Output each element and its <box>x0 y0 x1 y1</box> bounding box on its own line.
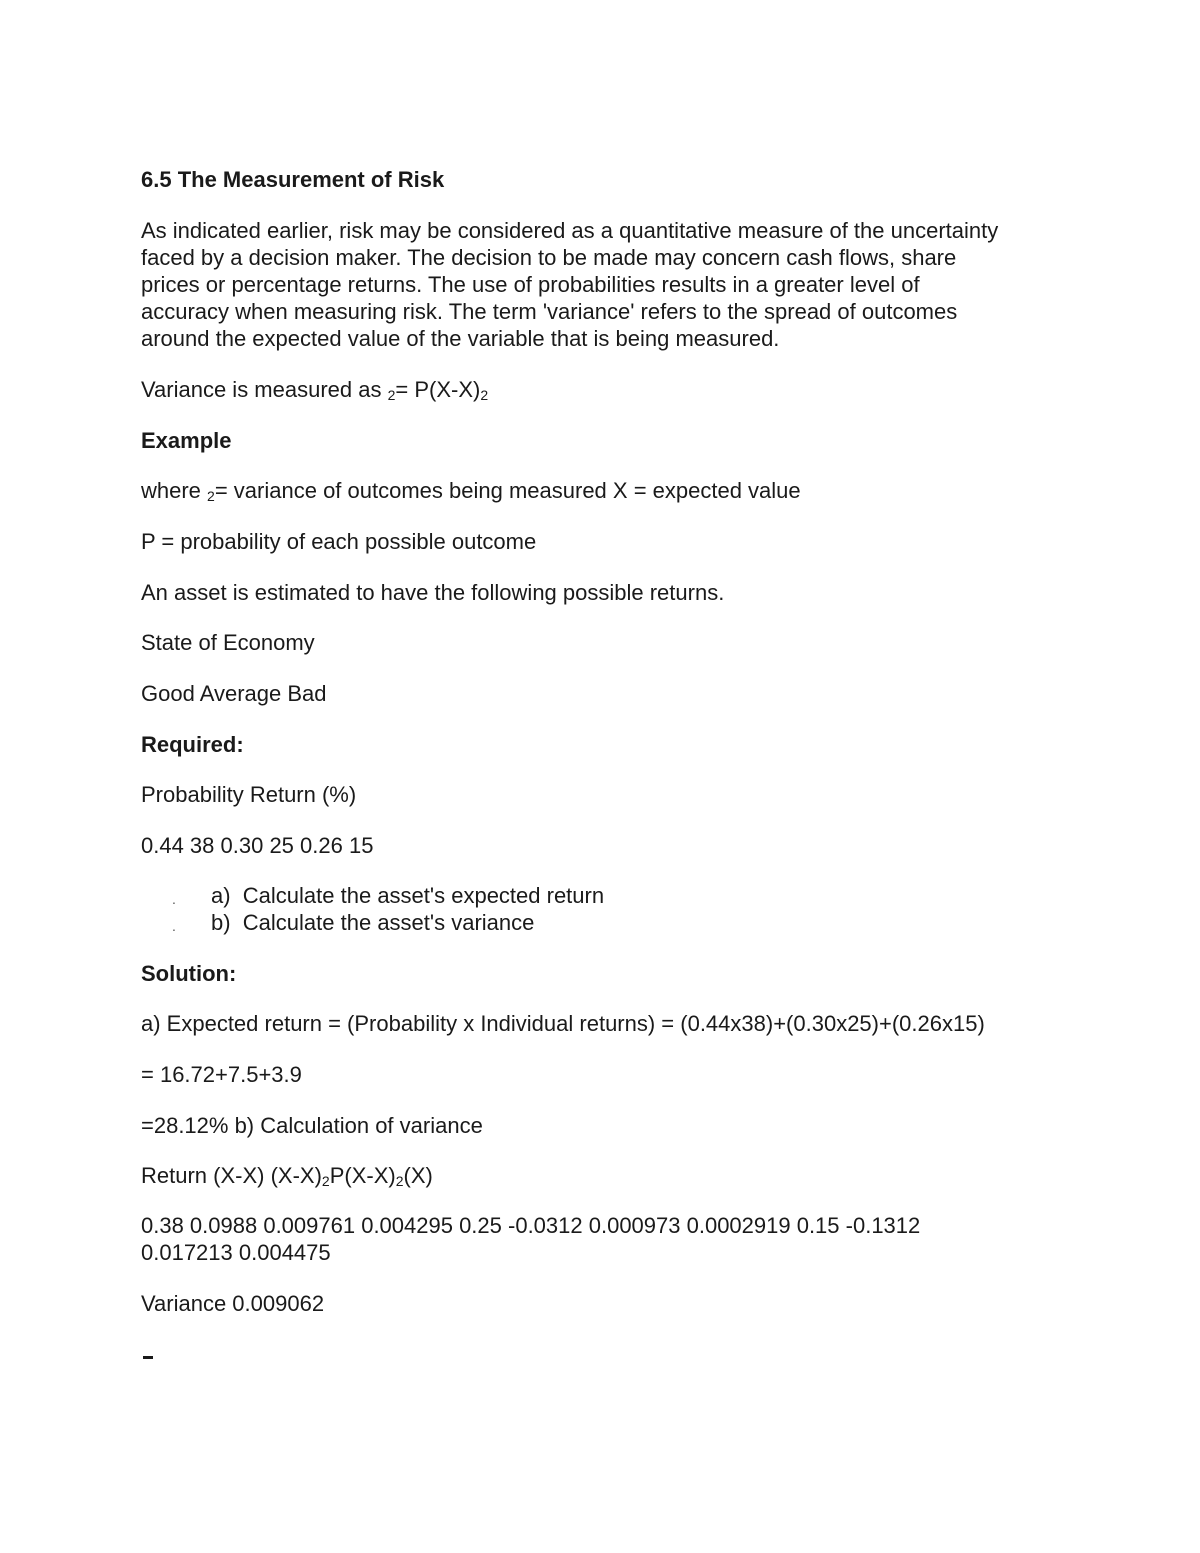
header-part: P(X-X) <box>329 1163 396 1188</box>
question-label: a) <box>211 883 231 908</box>
where-definition <box>141 477 801 507</box>
intro-paragraph <box>141 217 1071 352</box>
formula-subscript: 2 <box>480 387 489 403</box>
intro-line: accuracy when measuring risk. The term 'variance' refers to the spread of outcomes <box>141 299 958 324</box>
where-prefix: where <box>141 478 208 503</box>
question-label: b) <box>211 910 231 935</box>
values-line: 0.38 0.0988 0.009761 0.004295 0.25 -0.0312 0.000973 0.0002919 0.15 -0.1312 <box>141 1213 921 1238</box>
sum-line: = 16.72+7.5+3.9 <box>141 1062 302 1087</box>
intro-line: faced by a decision maker. The decision to be made may concern cash flows, share <box>141 245 957 270</box>
expected-return-line: a) Expected return = (Probability x Individual returns) = (0.44x38)+(0.30x25)+(0.26x15) <box>141 1011 985 1036</box>
question-text <box>211 882 604 909</box>
list-marker: . <box>172 891 176 907</box>
variance-table-header <box>141 1162 433 1192</box>
probability-definition: P = probability of each possible outcome <box>141 529 537 554</box>
formula-prefix: Variance is measured as <box>141 377 388 402</box>
where-subscript: 2 <box>207 488 215 504</box>
intro-line: prices or percentage returns. The use of probabilities results in a greater level of <box>141 272 920 297</box>
probability-values: 0.44 38 0.30 25 0.26 15 <box>141 833 374 858</box>
intro-line: As indicated earlier, risk may be considered as a quantitative measure of the uncertainty <box>141 218 999 243</box>
trailing-dash <box>143 1356 153 1359</box>
state-of-economy-label: State of Economy <box>141 630 315 655</box>
asset-statement: An asset is estimated to have the following possible returns. <box>141 580 725 605</box>
question-text <box>211 909 534 936</box>
section-heading: 6.5 The Measurement of Risk <box>141 167 445 192</box>
variance-table-values <box>141 1212 1071 1266</box>
formula-subscript: 2 <box>387 387 396 403</box>
formula-body: = P(X-X) <box>395 377 481 402</box>
question-body: Calculate the asset's variance <box>242 910 535 935</box>
header-subscript: 2 <box>321 1173 330 1189</box>
where-rest: = variance of outcomes being measured X = expected value <box>214 478 801 503</box>
question-body: Calculate the asset's expected return <box>242 883 605 908</box>
values-line: 0.017213 0.004475 <box>141 1240 331 1265</box>
solution-heading: Solution: <box>141 961 237 986</box>
states-list: Good Average Bad <box>141 681 327 706</box>
variance-result: Variance 0.009062 <box>141 1291 325 1316</box>
header-subscript: 2 <box>395 1173 404 1189</box>
example-heading: Example <box>141 428 232 453</box>
header-part: Return (X-X) (X-X) <box>141 1163 322 1188</box>
list-marker: . <box>172 918 176 934</box>
variance-formula <box>141 376 488 406</box>
required-heading: Required: <box>141 732 244 757</box>
intro-line: around the expected value of the variable that is being measured. <box>141 326 780 351</box>
header-part: (X) <box>403 1163 433 1188</box>
probability-header: Probability Return (%) <box>141 782 357 807</box>
result-line: =28.12% b) Calculation of variance <box>141 1113 483 1138</box>
